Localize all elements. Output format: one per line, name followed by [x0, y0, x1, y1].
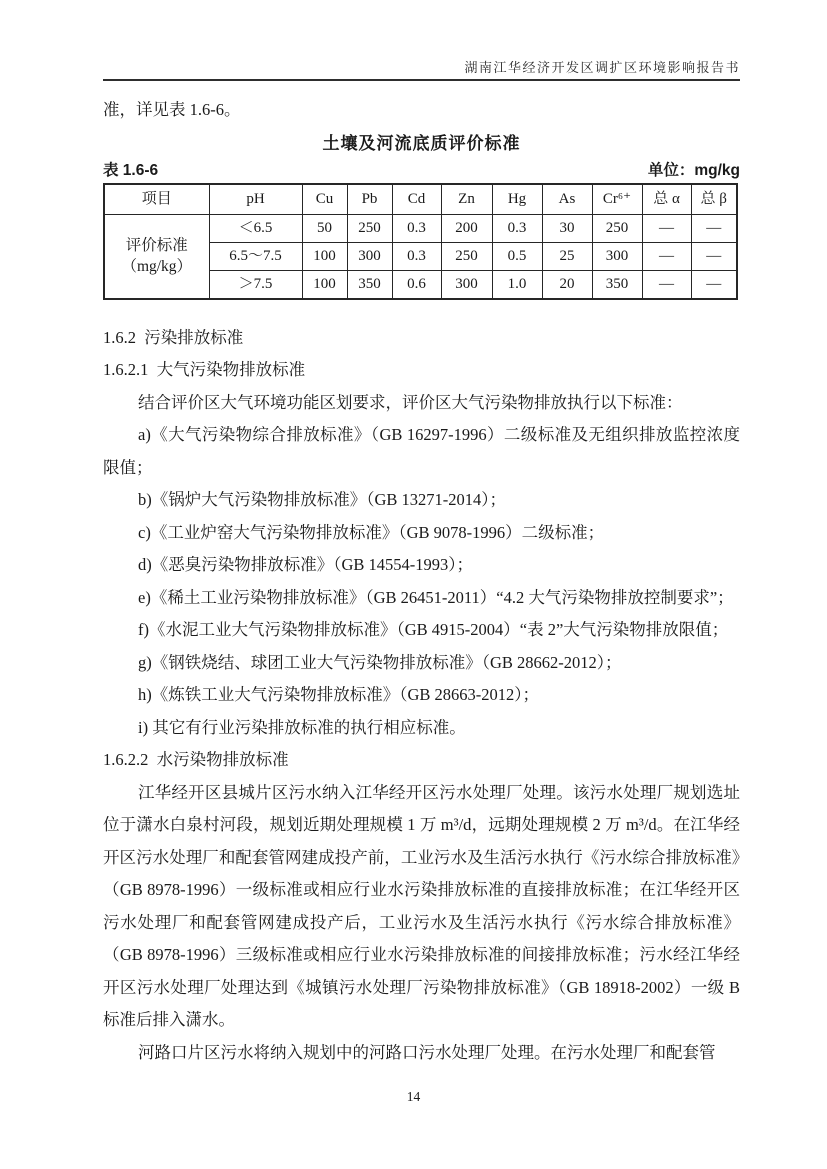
running-header-title: 湖南江华经济开发区调扩区环境影响报告书	[464, 60, 740, 75]
col-header-total-alpha: 总 α	[642, 184, 691, 215]
cell-value: —	[642, 215, 691, 243]
air-standard-item-i: i) 其它有行业污染排放标准的执行相应标准。	[138, 717, 466, 737]
page-number: 14	[406, 1089, 421, 1104]
cell-ph-range: ＜6.5	[209, 215, 302, 243]
running-header	[103, 57, 740, 76]
cell-value: 350	[347, 271, 392, 299]
air-standard-item-d: d)《恶臭污染物排放标准》（GB 14554-1993）；	[138, 555, 474, 574]
air-standard-item-g: g)《钢铁烧结、球团工业大气污染物排放标准》（GB 28662-2012）；	[138, 652, 622, 672]
table-label: 表 1.6-6	[103, 161, 159, 179]
cell-value: 100	[302, 271, 347, 299]
cell-value: 100	[302, 243, 347, 271]
cell-value: —	[691, 271, 737, 299]
cell-value: 250	[592, 215, 642, 243]
air-standard-item-b: b)《锅炉大气污染物排放标准》（GB 13271-2014）；	[138, 490, 507, 509]
cell-ph-range: ＞7.5	[209, 271, 302, 299]
cell-value: 0.3	[392, 215, 441, 243]
air-standard-item-c: c)《工业炉窑大气污染物排放标准》（GB 9078-1996）二级标准；	[138, 522, 605, 542]
cell-value: 300	[347, 243, 392, 271]
air-standard-item-a: a)《大气污染物综合排放标准》（GB 16297-1996）二级标准及无组织排放监控浓度限值；	[103, 425, 740, 477]
page-content	[103, 94, 740, 1069]
cell-value: —	[691, 243, 737, 271]
col-header-total-beta: 总 β	[691, 184, 737, 215]
col-header-zn: Zn	[441, 184, 492, 215]
col-header-ph: pH	[209, 184, 302, 215]
cell-value: —	[691, 215, 737, 243]
water-paragraph-1: 江华经开区县城片区污水纳入江华经开区污水处理厂处理。该污水处理厂规划选址位于潇水白泉村河段，规划近期处理规模 1 万 m³/d，远期处理规模 2 万 m³/d。在江华经开区污水处理厂和配套管网建成投产前，工业污水及生活污水执行《污水综合排放标准》（GB 8978-1996）一级标准或相应行业水污染排放标准的直接排放标准；在江华经开区污水处理厂和配套管网建成投产后，工业污水及生活污水执行《污水综合排放标准》（GB 8978-1996）三级标准或相应行业水污染排放标准的间接排放标准；污水经江华经开区污水处理厂处理达到《城镇污水处理厂污染物排放标准》（GB 18918-2002）一级 B 标准后排入潇水。	[103, 782, 740, 1029]
air-standard-item-e: e)《稀土工业污染物排放标准》（GB 26451-2011）“4.2 大气污染物排放控制要求”；	[138, 587, 734, 607]
table-header-row	[104, 184, 737, 215]
water-paragraph-2: 河路口片区污水将纳入规划中的河路口污水处理厂处理。在污水处理厂和配套管	[138, 1042, 716, 1062]
table-row	[104, 215, 737, 243]
header-rule	[103, 79, 740, 81]
col-header-item: 项目	[104, 184, 209, 215]
cell-value: 300	[441, 271, 492, 299]
table-caption-row	[103, 159, 740, 183]
table-title: 土壤及河流底质评价标准	[322, 133, 521, 153]
cell-value: 1.0	[492, 271, 542, 299]
row-group-header-line2: （mg/kg）	[121, 258, 193, 276]
section-heading-1-6-2: 1.6.2 污染排放标准	[103, 327, 244, 347]
table-unit-label: 单位：mg/kg	[647, 161, 740, 179]
section-heading-1-6-2-1: 1.6.2.1 大气污染物排放标准	[103, 360, 306, 379]
cell-value: 250	[441, 243, 492, 271]
col-header-cu: Cu	[302, 184, 347, 215]
col-header-cr6: Cr⁶⁺	[592, 184, 642, 215]
cell-value: 0.3	[392, 243, 441, 271]
cell-value: 250	[347, 215, 392, 243]
col-header-as: As	[542, 184, 592, 215]
row-group-header	[104, 215, 209, 299]
cell-value: 350	[592, 271, 642, 299]
intro-line: 准，详见表 1.6-6。	[103, 100, 241, 119]
cell-ph-range: 6.5～7.5	[209, 243, 302, 271]
col-header-pb: Pb	[347, 184, 392, 215]
air-intro-paragraph: 结合评价区大气环境功能区划要求，评价区大气污染物排放执行以下标准：	[138, 392, 683, 412]
cell-value: 300	[592, 243, 642, 271]
col-header-hg: Hg	[492, 184, 542, 215]
cell-value: 30	[542, 215, 592, 243]
section-heading-1-6-2-2: 1.6.2.2 水污染物排放标准	[103, 750, 289, 769]
cell-value: 200	[441, 215, 492, 243]
soil-sediment-standards-table	[103, 183, 738, 300]
air-standard-item-f: f)《水泥工业大气污染物排放标准》（GB 4915-2004）“表 2”大气污染物排放限值；	[138, 620, 729, 639]
cell-value: 25	[542, 243, 592, 271]
air-standard-item-h: h)《炼铁工业大气污染物排放标准》（GB 28663-2012）；	[138, 685, 540, 704]
cell-value: —	[642, 271, 691, 299]
cell-value: 0.6	[392, 271, 441, 299]
cell-value: 50	[302, 215, 347, 243]
cell-value: 20	[542, 271, 592, 299]
col-header-cd: Cd	[392, 184, 441, 215]
cell-value: 0.5	[492, 243, 542, 271]
cell-value: 0.3	[492, 215, 542, 243]
cell-value: —	[642, 243, 691, 271]
row-group-header-line1: 评价标准	[125, 237, 188, 255]
